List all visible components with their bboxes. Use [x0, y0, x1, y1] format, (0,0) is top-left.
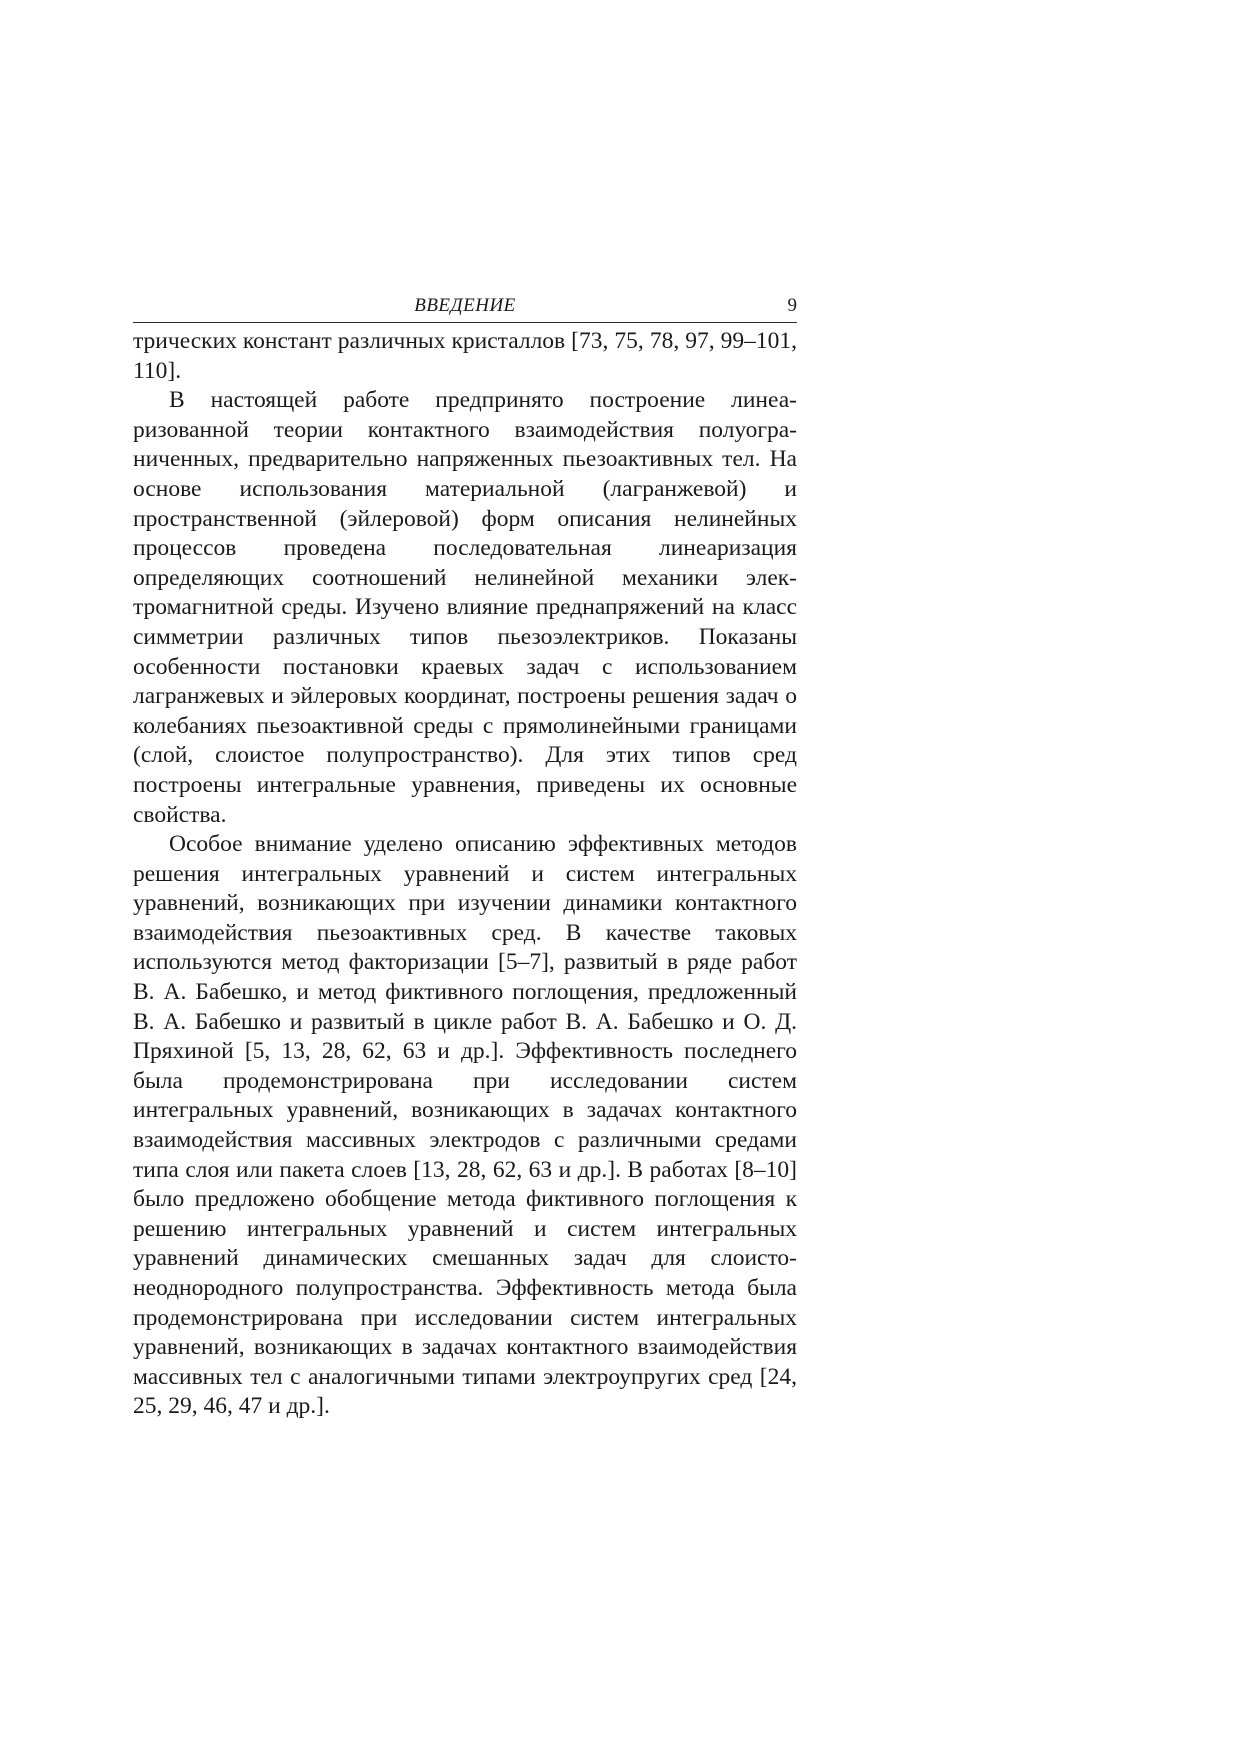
- paragraph-solution-methods: Особое внимание уделено описанию эффективных методов решения интегральных уравнений и систем интегральных уравнений, возникающих при изучении динамики контактного взаимодействия пьезоактивных сред. В качестве таковых используются метод факторизации [5–7], развитый в ряде работ В. А. Бабешко, и метод фиктивного поглощения, предложенный В. А. Бабешко и развитый в цикле работ В. А. Бабешко и О. Д. Пряхиной [5, 13, 28, 62, 63 и др.]. Эффективность последнего была продемонстрирована при исследовании систем интегральных уравнений, возникающих в задачах контактного взаимодействия массивных электродов с различными средами типа слоя или пакета слоев [13, 28, 62, 63 и др.]. В работах [8–10] было предложено обобщение метода фиктивного поглощения к решению интегральных уравнений и систем интегральных уравнений динамических смешанных задач для слоисто-неоднородного полупространства. Эффективность метода была продемонстрирована при исследовании систем интегральных уравнений, возникающих в задачах контактного взаимодействия массивных тел с аналогичными типами электроупругих сред [24, 25, 29, 46, 47 и др.].: [133, 831, 797, 1420]
- running-header: [133, 292, 797, 323]
- paragraph-theory-construction: В настоящей работе предпринято построение линеаризованной теории контактного взаимодействия полуограниченных, предварительно напряженных пьезоактивных тел. На основе использования материальной (лагранжевой) и пространственной (эйлеровой) форм описания нелинейных процессов проведена последовательная линеаризация определяющих соотношений нелинейной механики электромагнитной среды. Изучено влияние преднапряжений на класс симметрии различных типов пьезоэлектриков. Показаны особенности постановки краевых задач с использованием лагранжевых и эйлеровых координат, построены решения задач о колебаниях пьезоактивной среды с прямолинейными границами (слой, слоистое полупространство). Для этих типов сред построены интегральные уравнения, приведены их основные свойства.: [133, 387, 797, 828]
- page-number: 9: [787, 295, 797, 316]
- book-page: [133, 292, 797, 1422]
- paragraph-continuation: трических констант различных кристаллов [73, 75, 78, 97, 99–101, 110].: [133, 328, 797, 384]
- running-title: ВВЕДЕНИЕ: [414, 295, 516, 316]
- body-text: [133, 327, 797, 1422]
